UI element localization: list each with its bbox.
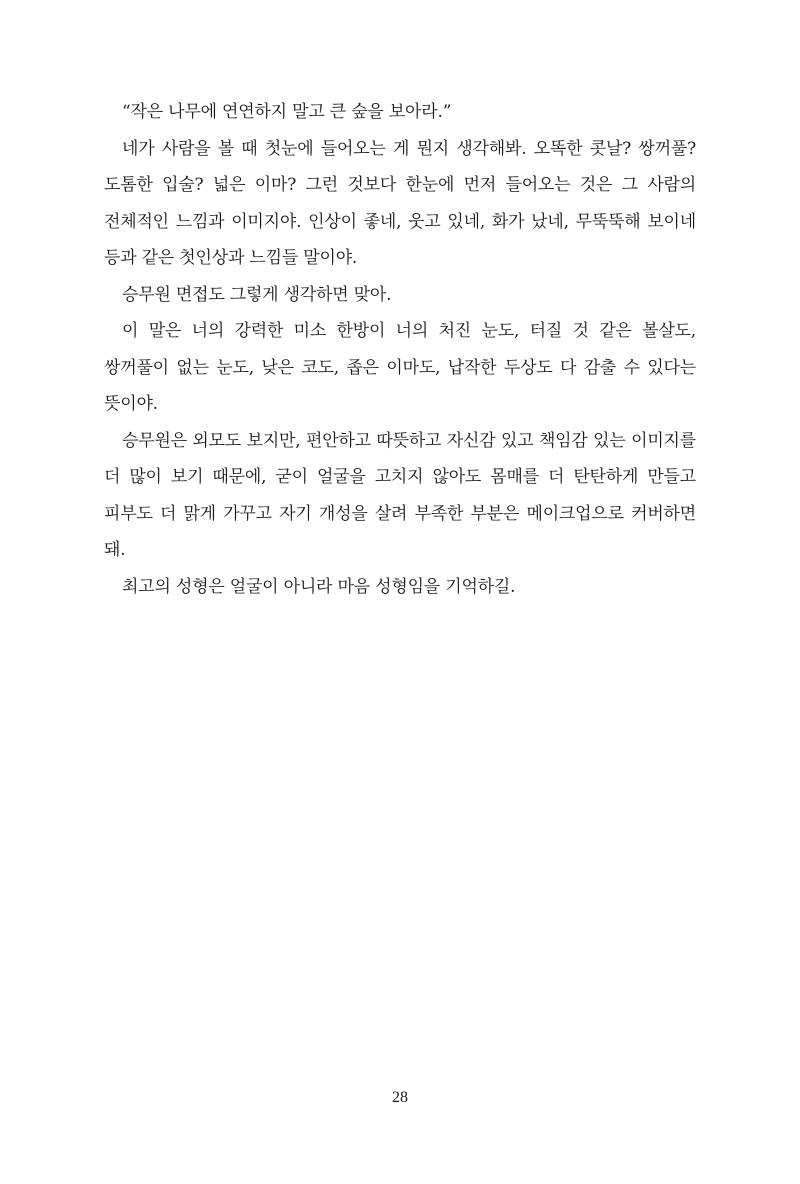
paragraph: 최고의 성형은 얼굴이 아니라 마음 성형임을 기억하길.: [122, 576, 516, 597]
paragraph: 승무원 면접도 그렇게 생각하면 맞아.: [122, 284, 392, 305]
body-text: [104, 94, 696, 605]
paragraph-quote: “작은 나무에 연연하지 말고 큰 숲을 보아라.”: [122, 102, 452, 122]
paragraph: 네가 사람을 볼 때 첫눈에 들어오는 게 뭔지 생각해봐. 오똑한 콧날? 쌍꺼풀? 도톰한 입술? 넓은 이마? 그런 것보다 한눈에 먼저 들어오는 것은 그 사람의 전체적인 느낌과 이미지야. 인상이 좋네, 웃고 있네, 화가 났네, 무뚝뚝해 보이네 등과 같은 첫인상과 느낌들 말이야.: [104, 138, 697, 268]
paragraph: 이 말은 너의 강력한 미소 한방이 너의 처진 눈도, 터질 것 같은 볼살도, 쌍꺼풀이 없는 눈도, 낮은 코도, 좁은 이마도, 납작한 두상도 다 감출 수 있다는 뜻이야.: [104, 321, 696, 414]
page-number: 28: [392, 1089, 408, 1106]
paragraph: 승무원은 외모도 보지만, 편안하고 따뜻하고 자신감 있고 책임감 있는 이미지를 더 많이 보기 때문에, 굳이 얼굴을 고치지 않아도 몸매를 더 탄탄하게 만들고 피부도 더 맑게 가꾸고 자기 개성을 살려 부족한 부분은 메이크업으로 커버하면 돼.: [104, 430, 696, 560]
